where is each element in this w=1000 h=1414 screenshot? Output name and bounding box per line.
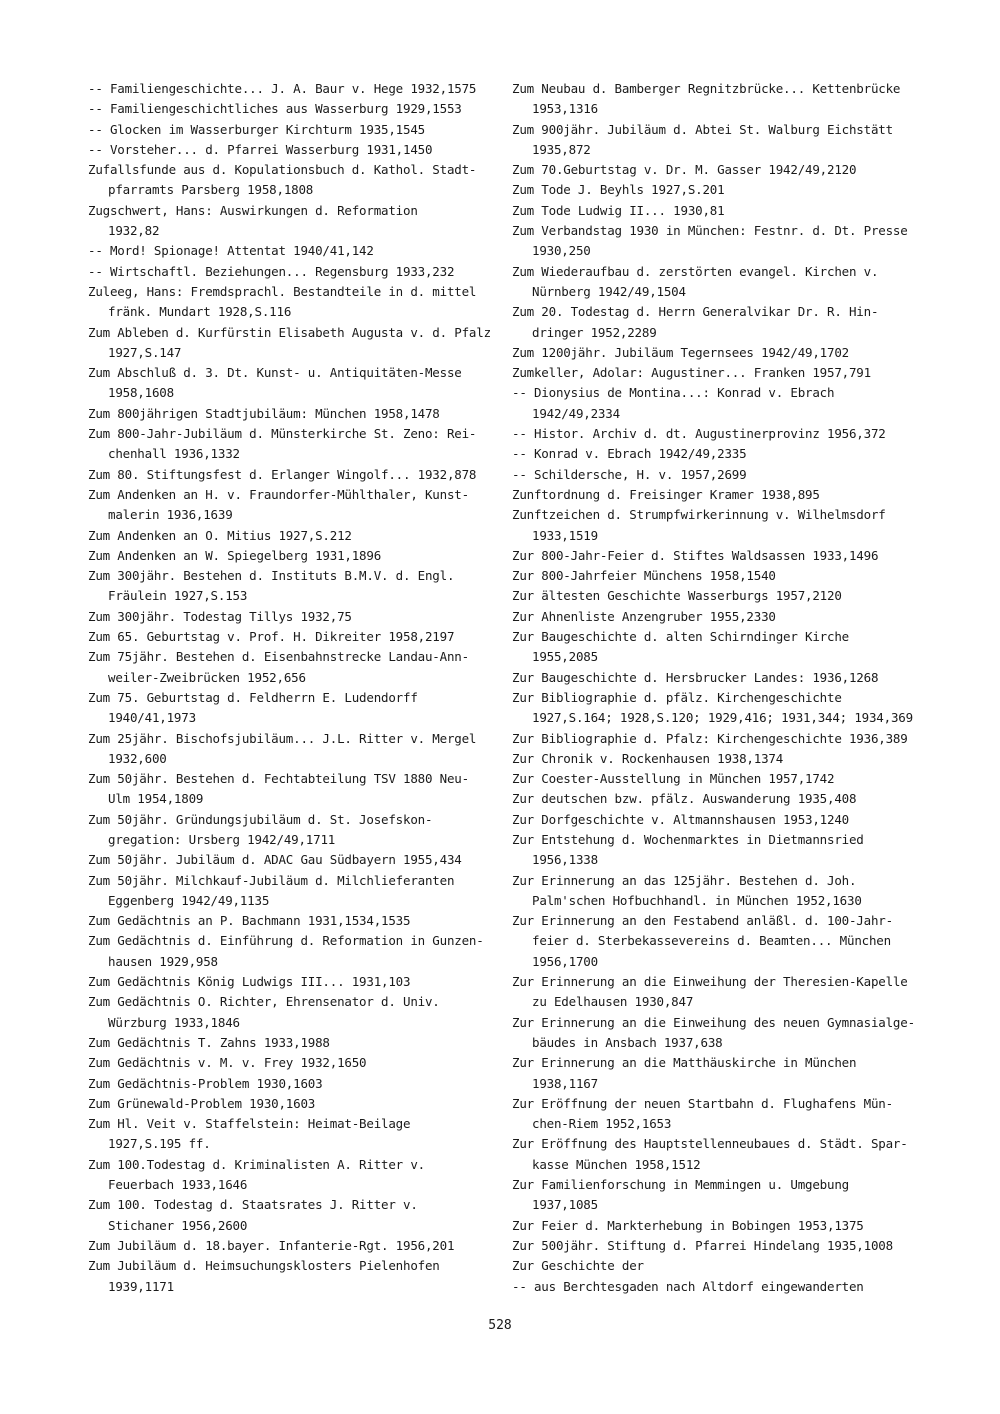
index-entry: -- Schildersche, H. v. 1957,2699 [512, 466, 747, 482]
index-entry: Zur Eröffnung der neuen Startbahn d. Flughafens Mün- [512, 1095, 893, 1111]
index-entry: Zufallsfunde aus d. Kopulationsbuch d. Kathol. Stadt- [88, 162, 477, 178]
index-entry-continuation: Palm'schen Hofbuchhandl. in München 1952,1630 [532, 892, 862, 908]
index-entry: Zum Andenken an H. v. Fraundorfer-Mühlthaler, Kunst- [88, 486, 469, 502]
index-entry-continuation: malerin 1936,1639 [108, 507, 233, 523]
index-entry: -- Histor. Archiv d. dt. Augustinerprovinz 1956,372 [512, 426, 886, 442]
index-entry: Zur Bibliographie d. pfälz. Kirchengeschichte [512, 689, 842, 705]
index-entry: -- Familiengeschichtliches aus Wasserburg 1929,1553 [88, 101, 462, 117]
index-entry-continuation: 1953,1316 [532, 101, 598, 117]
index-entry: Zum 80. Stiftungsfest d. Erlanger Wingolf... 1932,878 [88, 466, 477, 482]
index-entry-continuation: Eggenberg 1942/49,1135 [108, 892, 270, 908]
index-entry-continuation: 1940/41,1973 [108, 710, 196, 726]
index-entry-continuation: 1942/49,2334 [532, 405, 620, 421]
page-number: 528 [488, 1318, 512, 1333]
index-entry-continuation: hausen 1929,958 [108, 953, 218, 969]
index-entry-continuation: Feuerbach 1933,1646 [108, 1177, 248, 1193]
index-entry: Zum Jubiläum d. Heimsuchungsklosters Pielenhofen [88, 1258, 440, 1274]
index-entry: Zur Erinnerung an das 125jähr. Bestehen d. Joh. [512, 872, 857, 888]
index-entry: Zum 300jähr. Bestehen d. Instituts B.M.V. d. Engl. [88, 568, 455, 584]
index-entry: Zum Gedächtnis T. Zahns 1933,1988 [88, 1034, 330, 1050]
index-entry: -- Mord! Spionage! Attentat 1940/41,142 [88, 243, 374, 259]
index-entry: Zur 500jähr. Stiftung d. Pfarrei Hindelang 1935,1008 [512, 1237, 893, 1253]
index-entry: Zum 100.Todestag d. Kriminalisten A. Ritter v. [88, 1156, 425, 1172]
index-entry: Zum 800jährigen Stadtjubiläum: München 1958,1478 [88, 405, 440, 421]
index-entry-continuation: feier d. Sterbekassevereins d. Beamten... München [532, 933, 891, 949]
index-entry-continuation: 1955,2085 [532, 649, 598, 665]
index-entry: Zum 25jähr. Bischofsjubiläum... J.L. Ritter v. Mergel [88, 730, 477, 746]
index-entry: Zum Gedächtnis-Problem 1930,1603 [88, 1075, 323, 1091]
index-entry: -- Glocken im Wasserburger Kirchturm 1935,1545 [88, 121, 425, 137]
index-entry: Zum Gedächtnis d. Einführung d. Reformation in Gunzen- [88, 933, 484, 949]
index-entry-continuation: 1956,1338 [532, 852, 598, 868]
index-entry: -- Konrad v. Ebrach 1942/49,2335 [512, 446, 747, 462]
index-entry: Zum Gedächtnis v. M. v. Frey 1932,1650 [88, 1055, 367, 1071]
index-entry: Zur Erinnerung an die Einweihung der Theresien-Kapelle [512, 974, 908, 990]
index-entry: Zunftordnung d. Freisinger Kramer 1938,895 [512, 486, 820, 502]
index-entry: Zum 20. Todestag d. Herrn Generalvikar Dr. R. Hin- [512, 304, 879, 320]
index-entry-continuation: bäudes in Ansbach 1937,638 [532, 1034, 723, 1050]
index-entry: Zunftzeichen d. Strumpfwirkerinnung v. Wilhelmsdorf [512, 507, 886, 523]
index-entry: -- aus Berchtesgaden nach Altdorf eingewanderten [512, 1278, 864, 1294]
index-entry: Zur Erinnerung an die Einweihung des neuen Gymnasialge- [512, 1014, 915, 1030]
index-entry-continuation: chenhall 1936,1332 [108, 446, 240, 462]
left-column [88, 79, 498, 1297]
index-entry: Zum 75. Geburtstag d. Feldherrn E. Ludendorff [88, 689, 418, 705]
index-entry: Zum Hl. Veit v. Staffelstein: Heimat-Beilage [88, 1116, 411, 1132]
index-entry-continuation: 1930,250 [532, 243, 591, 259]
right-column [512, 79, 942, 1297]
index-entry-continuation: Nürnberg 1942/49,1504 [532, 283, 686, 299]
index-entry: Zum 300jähr. Todestag Tillys 1932,75 [88, 608, 352, 624]
index-entry-continuation: 1932,600 [108, 750, 167, 766]
index-entry: Zum 1200jähr. Jubiläum Tegernsees 1942/49,1702 [512, 344, 849, 360]
index-entry: Zur Baugeschichte d. Hersbrucker Landes: 1936,1268 [512, 669, 879, 685]
index-entry: Zum Tode J. Beyhls 1927,S.201 [512, 182, 725, 198]
index-entry: Zum 65. Geburtstag v. Prof. H. Dikreiter 1958,2197 [88, 629, 455, 645]
index-entry: Zum Gedächtnis O. Richter, Ehrensenator d. Univ. [88, 994, 440, 1010]
index-entry: Zum 100. Todestag d. Staatsrates J. Ritter v. [88, 1197, 418, 1213]
index-entry-continuation: fränk. Mundart 1928,S.116 [108, 304, 292, 320]
index-entry-continuation: Ulm 1954,1809 [108, 791, 204, 807]
index-entry-continuation: zu Edelhausen 1930,847 [532, 994, 694, 1010]
index-entry: Zur 800-Jahr-Feier d. Stiftes Waldsassen 1933,1496 [512, 547, 879, 563]
index-entry: Zum 50jähr. Bestehen d. Fechtabteilung TSV 1880 Neu- [88, 771, 469, 787]
index-entry-continuation: 1958,1608 [108, 385, 174, 401]
index-entry-continuation: pfarramts Parsberg 1958,1808 [108, 182, 314, 198]
index-entry: Zum 800-Jahr-Jubiläum d. Münsterkirche St. Zeno: Rei- [88, 426, 477, 442]
index-entry: Zumkeller, Adolar: Augustiner... Franken 1957,791 [512, 365, 871, 381]
index-entry: Zum 900jähr. Jubiläum d. Abtei St. Walburg Eichstätt [512, 121, 893, 137]
index-entry-continuation: 1932,82 [108, 223, 160, 239]
index-entry: -- Vorsteher... d. Pfarrei Wasserburg 1931,1450 [88, 141, 433, 157]
index-entry: Zur Familienforschung in Memmingen u. Umgebung [512, 1177, 849, 1193]
index-entry-continuation: weiler-Zweibrücken 1952,656 [108, 669, 306, 685]
index-entry: Zum Neubau d. Bamberger Regnitzbrücke... Kettenbrücke [512, 81, 901, 96]
index-entry-continuation: 1938,1167 [532, 1075, 598, 1091]
index-entry-continuation: 1935,872 [532, 141, 591, 157]
index-entry: Zur deutschen bzw. pfälz. Auswanderung 1935,408 [512, 791, 857, 807]
index-entry: Zum 75jähr. Bestehen d. Eisenbahnstrecke Landau-Ann- [88, 649, 469, 665]
index-entry: Zur Ahnenliste Anzengruber 1955,2330 [512, 608, 776, 624]
index-entry: Zur Erinnerung an die Matthäuskirche in München [512, 1055, 857, 1071]
index-entry: -- Wirtschaftl. Beziehungen... Regensburg 1933,232 [88, 263, 455, 279]
index-entry: -- Dionysius de Montina...: Konrad v. Ebrach [512, 385, 835, 401]
index-entry: Zum Andenken an W. Spiegelberg 1931,1896 [88, 547, 382, 563]
index-entry: Zur Coester-Ausstellung in München 1957,1742 [512, 771, 835, 787]
index-entry: Zum 50jähr. Milchkauf-Jubiläum d. Milchlieferanten [88, 872, 455, 888]
index-entry-continuation: kasse München 1958,1512 [532, 1156, 701, 1172]
index-entry-continuation: 1927,S.195 ff. [108, 1136, 211, 1152]
index-entry: Zum Abschluß d. 3. Dt. Kunst- u. Antiquitäten-Messe [88, 365, 462, 381]
index-entry: Zur Eröffnung des Hauptstellenneubaues d. Städt. Spar- [512, 1136, 908, 1152]
index-entry-continuation: gregation: Ursberg 1942/49,1711 [108, 831, 336, 847]
index-entry: Zur Chronik v. Rockenhausen 1938,1374 [512, 750, 784, 766]
index-entry: Zum Jubiläum d. 18.bayer. Infanterie-Rgt. 1956,201 [88, 1237, 455, 1253]
index-entry-continuation: Stichaner 1956,2600 [108, 1217, 248, 1233]
index-entry-continuation: Fräulein 1927,S.153 [108, 588, 248, 604]
index-entry: Zuleeg, Hans: Fremdsprachl. Bestandteile in d. mittel [88, 283, 477, 299]
index-entry: Zur ältesten Geschichte Wasserburgs 1957,2120 [512, 588, 842, 604]
index-entry: Zum 50jähr. Jubiläum d. ADAC Gau Südbayern 1955,434 [88, 852, 462, 868]
index-entry: Zum Gedächtnis König Ludwigs III... 1931,103 [88, 974, 411, 990]
index-entry: Zum 70.Geburtstag v. Dr. M. Gasser 1942/49,2120 [512, 162, 857, 178]
index-entry: Zugschwert, Hans: Auswirkungen d. Reformation [88, 202, 418, 218]
index-entry-continuation: 1956,1700 [532, 953, 598, 969]
index-entry: Zur Geschichte der [512, 1258, 644, 1274]
index-entry: Zur Dorfgeschichte v. Altmannshausen 1953,1240 [512, 811, 849, 827]
index-entry: Zum Grünewald-Problem 1930,1603 [88, 1095, 316, 1111]
index-entry-continuation: 1927,S.164; 1928,S.120; 1929,416; 1931,344; 1934,369 [532, 710, 913, 726]
index-entry: Zum Verbandstag 1930 in München: Festnr. d. Dt. Presse [512, 223, 908, 239]
index-entry: Zum Andenken an O. Mitius 1927,S.212 [88, 527, 352, 543]
index-entry: Zur Entstehung d. Wochenmarktes in Dietmannsried [512, 831, 864, 847]
index-entry: Zum Gedächtnis an P. Bachmann 1931,1534,1535 [88, 913, 411, 929]
index-entry: Zur 800-Jahrfeier Münchens 1958,1540 [512, 568, 776, 584]
index-entry: Zur Feier d. Markterhebung in Bobingen 1953,1375 [512, 1217, 864, 1233]
index-entry: Zur Erinnerung an den Festabend anläßl. d. 100-Jahr- [512, 913, 893, 929]
index-entry-continuation: dringer 1952,2289 [532, 324, 657, 340]
index-entry-continuation: 1933,1519 [532, 527, 598, 543]
index-entry-continuation: chen-Riem 1952,1653 [532, 1116, 672, 1132]
index-entry: Zum Ableben d. Kurfürstin Elisabeth Augusta v. d. Pfalz [88, 324, 491, 340]
index-entry: Zum 50jähr. Gründungsjubiläum d. St. Josefskon- [88, 811, 433, 827]
index-entry: -- Familiengeschichte... J. A. Baur v. Hege 1932,1575 [88, 81, 477, 96]
index-entry-continuation: 1927,S.147 [108, 344, 182, 360]
index-entry: Zur Bibliographie d. Pfalz: Kirchengeschichte 1936,389 [512, 730, 908, 746]
index-entry-continuation: 1939,1171 [108, 1278, 174, 1294]
index-entry-continuation: Würzburg 1933,1846 [108, 1014, 240, 1030]
index-entry: Zum Wiederaufbau d. zerstörten evangel. Kirchen v. [512, 263, 879, 279]
index-entry: Zur Baugeschichte d. alten Schirndinger Kirche [512, 629, 849, 645]
index-entry-continuation: 1937,1085 [532, 1197, 598, 1213]
index-entry: Zum Tode Ludwig II... 1930,81 [512, 202, 725, 218]
